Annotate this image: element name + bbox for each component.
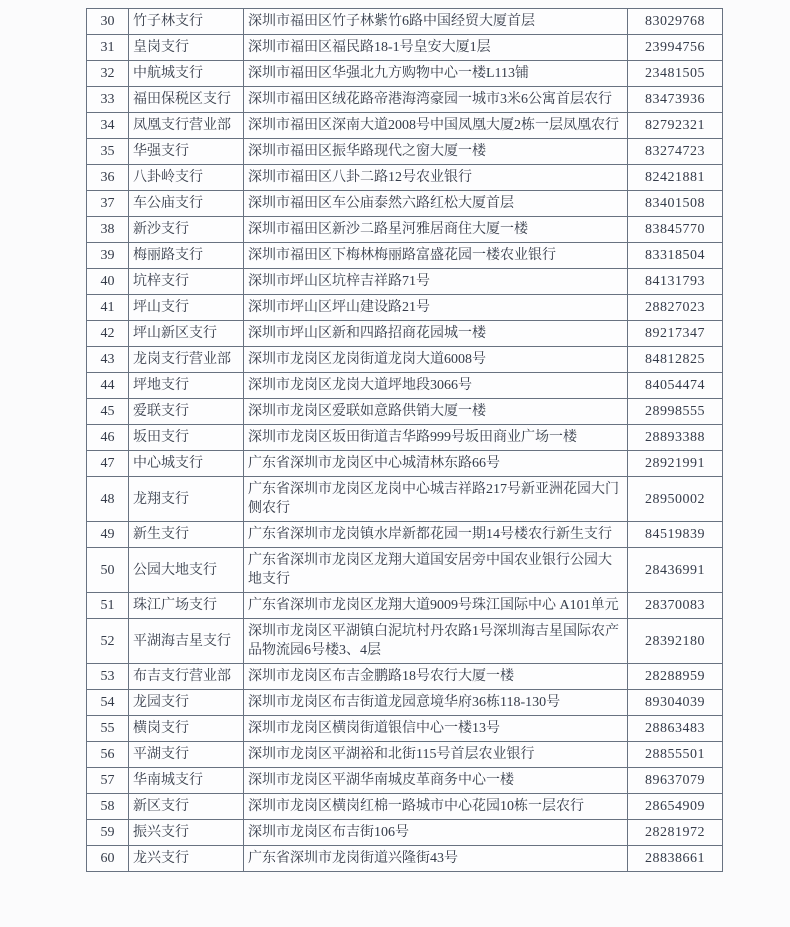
branch-address-cell: 深圳市龙岗区平湖镇白泥坑村丹农路1号深圳海吉星国际农产品物流园6号楼3、4层 (244, 619, 628, 664)
row-number-cell: 51 (87, 593, 129, 619)
phone-number-cell: 28921991 (628, 451, 723, 477)
branch-address-cell: 深圳市龙岗区布吉街106号 (244, 820, 628, 846)
phone-number-cell: 23994756 (628, 35, 723, 61)
phone-number-cell: 89217347 (628, 321, 723, 347)
branch-name-cell: 中航城支行 (129, 61, 244, 87)
table-row (87, 269, 723, 295)
branch-address-cell: 深圳市福田区竹子林紫竹6路中国经贸大厦首层 (244, 9, 628, 35)
branch-address-cell: 深圳市龙岗区爱联如意路供销大厦一楼 (244, 399, 628, 425)
table-row (87, 295, 723, 321)
phone-number-cell: 28838661 (628, 846, 723, 872)
row-number-cell: 53 (87, 664, 129, 690)
row-number-cell: 30 (87, 9, 129, 35)
table-row (87, 139, 723, 165)
branch-name-cell: 珠江广场支行 (129, 593, 244, 619)
phone-number-cell: 28855501 (628, 742, 723, 768)
row-number-cell: 37 (87, 191, 129, 217)
branch-address-cell: 深圳市龙岗区横岗红棉一路城市中心花园10栋一层农行 (244, 794, 628, 820)
phone-number-cell: 28436991 (628, 548, 723, 593)
row-number-cell: 60 (87, 846, 129, 872)
branch-address-cell: 深圳市龙岗区平湖华南城皮革商务中心一楼 (244, 768, 628, 794)
branch-name-cell: 梅丽路支行 (129, 243, 244, 269)
row-number-cell: 57 (87, 768, 129, 794)
branch-name-cell: 龙兴支行 (129, 846, 244, 872)
table-row (87, 522, 723, 548)
row-number-cell: 43 (87, 347, 129, 373)
table-row (87, 664, 723, 690)
row-number-cell: 36 (87, 165, 129, 191)
phone-number-cell: 83318504 (628, 243, 723, 269)
phone-number-cell: 83473936 (628, 87, 723, 113)
row-number-cell: 46 (87, 425, 129, 451)
phone-number-cell: 83401508 (628, 191, 723, 217)
branch-address-cell: 深圳市坪山区新和四路招商花园城一楼 (244, 321, 628, 347)
phone-number-cell: 84812825 (628, 347, 723, 373)
branch-address-cell: 深圳市福田区下梅林梅丽路富盛花园一楼农业银行 (244, 243, 628, 269)
table-row (87, 794, 723, 820)
table-row (87, 768, 723, 794)
branch-address-cell: 广东省深圳市龙岗区龙岗中心城吉祥路217号新亚洲花园大门侧农行 (244, 477, 628, 522)
table-row (87, 619, 723, 664)
branch-address-cell: 深圳市龙岗区平湖裕和北街115号首层农业银行 (244, 742, 628, 768)
branch-address-cell: 广东省深圳市龙岗区龙翔大道9009号珠江国际中心 A101单元 (244, 593, 628, 619)
table-row (87, 61, 723, 87)
branch-address-cell: 深圳市龙岗区坂田街道吉华路999号坂田商业广场一楼 (244, 425, 628, 451)
row-number-cell: 47 (87, 451, 129, 477)
branch-address-cell: 深圳市福田区八卦二路12号农业银行 (244, 165, 628, 191)
branch-address-cell: 深圳市坪山区坪山建设路21号 (244, 295, 628, 321)
branch-address-cell: 深圳市福田区福民路18-1号皇安大厦1层 (244, 35, 628, 61)
table-row (87, 321, 723, 347)
table-row (87, 716, 723, 742)
row-number-cell: 45 (87, 399, 129, 425)
row-number-cell: 59 (87, 820, 129, 846)
branch-address-cell: 广东省深圳市龙岗区龙翔大道国安居旁中国农业银行公园大地支行 (244, 548, 628, 593)
row-number-cell: 38 (87, 217, 129, 243)
branch-name-cell: 新沙支行 (129, 217, 244, 243)
branch-name-cell: 中心城支行 (129, 451, 244, 477)
table-row (87, 399, 723, 425)
branch-address-cell: 深圳市福田区新沙二路星河雅居商住大厦一楼 (244, 217, 628, 243)
phone-number-cell: 28863483 (628, 716, 723, 742)
table-row (87, 477, 723, 522)
phone-number-cell: 28950002 (628, 477, 723, 522)
phone-number-cell: 28827023 (628, 295, 723, 321)
branch-name-cell: 坑梓支行 (129, 269, 244, 295)
phone-number-cell: 83029768 (628, 9, 723, 35)
table-row (87, 243, 723, 269)
phone-number-cell: 83845770 (628, 217, 723, 243)
branch-name-cell: 公园大地支行 (129, 548, 244, 593)
row-number-cell: 34 (87, 113, 129, 139)
branch-address-cell: 深圳市龙岗区布吉街道龙园意境华府36栋118-130号 (244, 690, 628, 716)
branch-name-cell: 横岗支行 (129, 716, 244, 742)
branch-address-cell: 深圳市龙岗区龙岗大道坪地段3066号 (244, 373, 628, 399)
branch-name-cell: 皇岗支行 (129, 35, 244, 61)
branch-name-cell: 坪地支行 (129, 373, 244, 399)
row-number-cell: 32 (87, 61, 129, 87)
phone-number-cell: 83274723 (628, 139, 723, 165)
row-number-cell: 31 (87, 35, 129, 61)
row-number-cell: 48 (87, 477, 129, 522)
table-row (87, 87, 723, 113)
row-number-cell: 49 (87, 522, 129, 548)
phone-number-cell: 89637079 (628, 768, 723, 794)
branch-address-cell: 深圳市龙岗区龙岗街道龙岗大道6008号 (244, 347, 628, 373)
phone-number-cell: 28654909 (628, 794, 723, 820)
branch-name-cell: 八卦岭支行 (129, 165, 244, 191)
row-number-cell: 40 (87, 269, 129, 295)
table-row (87, 35, 723, 61)
table-row (87, 425, 723, 451)
branch-name-cell: 新生支行 (129, 522, 244, 548)
branch-name-cell: 龙岗支行营业部 (129, 347, 244, 373)
phone-number-cell: 28893388 (628, 425, 723, 451)
table-row (87, 690, 723, 716)
row-number-cell: 52 (87, 619, 129, 664)
phone-number-cell: 28370083 (628, 593, 723, 619)
table-row (87, 548, 723, 593)
row-number-cell: 58 (87, 794, 129, 820)
table-row (87, 191, 723, 217)
branch-name-cell: 凤凰支行营业部 (129, 113, 244, 139)
phone-number-cell: 84519839 (628, 522, 723, 548)
branch-name-cell: 龙翔支行 (129, 477, 244, 522)
branch-name-cell: 布吉支行营业部 (129, 664, 244, 690)
branch-name-cell: 坂田支行 (129, 425, 244, 451)
branch-name-cell: 华强支行 (129, 139, 244, 165)
row-number-cell: 44 (87, 373, 129, 399)
phone-number-cell: 28288959 (628, 664, 723, 690)
phone-number-cell: 84131793 (628, 269, 723, 295)
phone-number-cell: 82421881 (628, 165, 723, 191)
row-number-cell: 56 (87, 742, 129, 768)
row-number-cell: 42 (87, 321, 129, 347)
table-row (87, 113, 723, 139)
branch-address-cell: 深圳市龙岗区布吉金鹏路18号农行大厦一楼 (244, 664, 628, 690)
table-row (87, 347, 723, 373)
row-number-cell: 35 (87, 139, 129, 165)
branch-address-cell: 深圳市福田区绒花路帝港海湾豪园一城市3米6公寓首层农行 (244, 87, 628, 113)
branch-address-cell: 深圳市坪山区坑梓吉祥路71号 (244, 269, 628, 295)
branch-address-cell: 深圳市福田区华强北九方购物中心一楼L113铺 (244, 61, 628, 87)
phone-number-cell: 28281972 (628, 820, 723, 846)
branch-name-cell: 爱联支行 (129, 399, 244, 425)
branch-name-cell: 平湖支行 (129, 742, 244, 768)
table-row (87, 742, 723, 768)
bank-branch-table (86, 8, 723, 872)
branch-name-cell: 坪山新区支行 (129, 321, 244, 347)
phone-number-cell: 23481505 (628, 61, 723, 87)
branch-address-cell: 深圳市福田区振华路现代之窗大厦一楼 (244, 139, 628, 165)
row-number-cell: 33 (87, 87, 129, 113)
branch-name-cell: 坪山支行 (129, 295, 244, 321)
phone-number-cell: 82792321 (628, 113, 723, 139)
table-row (87, 846, 723, 872)
branch-name-cell: 振兴支行 (129, 820, 244, 846)
phone-number-cell: 28392180 (628, 619, 723, 664)
branch-name-cell: 平湖海吉星支行 (129, 619, 244, 664)
row-number-cell: 55 (87, 716, 129, 742)
row-number-cell: 41 (87, 295, 129, 321)
table-row (87, 373, 723, 399)
table-row (87, 9, 723, 35)
branch-name-cell: 车公庙支行 (129, 191, 244, 217)
table-row (87, 451, 723, 477)
branch-name-cell: 竹子林支行 (129, 9, 244, 35)
branch-address-cell: 广东省深圳市龙岗区中心城清林东路66号 (244, 451, 628, 477)
table-row (87, 820, 723, 846)
branch-name-cell: 新区支行 (129, 794, 244, 820)
table-row (87, 593, 723, 619)
phone-number-cell: 89304039 (628, 690, 723, 716)
branch-name-cell: 龙园支行 (129, 690, 244, 716)
branch-address-cell: 深圳市福田区车公庙泰然六路红松大厦首层 (244, 191, 628, 217)
row-number-cell: 54 (87, 690, 129, 716)
row-number-cell: 39 (87, 243, 129, 269)
branch-address-cell: 广东省深圳市龙岗镇水岸新都花园一期14号楼农行新生支行 (244, 522, 628, 548)
branch-name-cell: 福田保税区支行 (129, 87, 244, 113)
phone-number-cell: 84054474 (628, 373, 723, 399)
branch-name-cell: 华南城支行 (129, 768, 244, 794)
branch-address-cell: 深圳市福田区深南大道2008号中国凤凰大厦2栋一层凤凰农行 (244, 113, 628, 139)
branch-address-cell: 深圳市龙岗区横岗街道银信中心一楼13号 (244, 716, 628, 742)
table-row (87, 217, 723, 243)
phone-number-cell: 28998555 (628, 399, 723, 425)
table-body (87, 9, 723, 872)
table-row (87, 165, 723, 191)
branch-address-cell: 广东省深圳市龙岗街道兴隆街43号 (244, 846, 628, 872)
row-number-cell: 50 (87, 548, 129, 593)
